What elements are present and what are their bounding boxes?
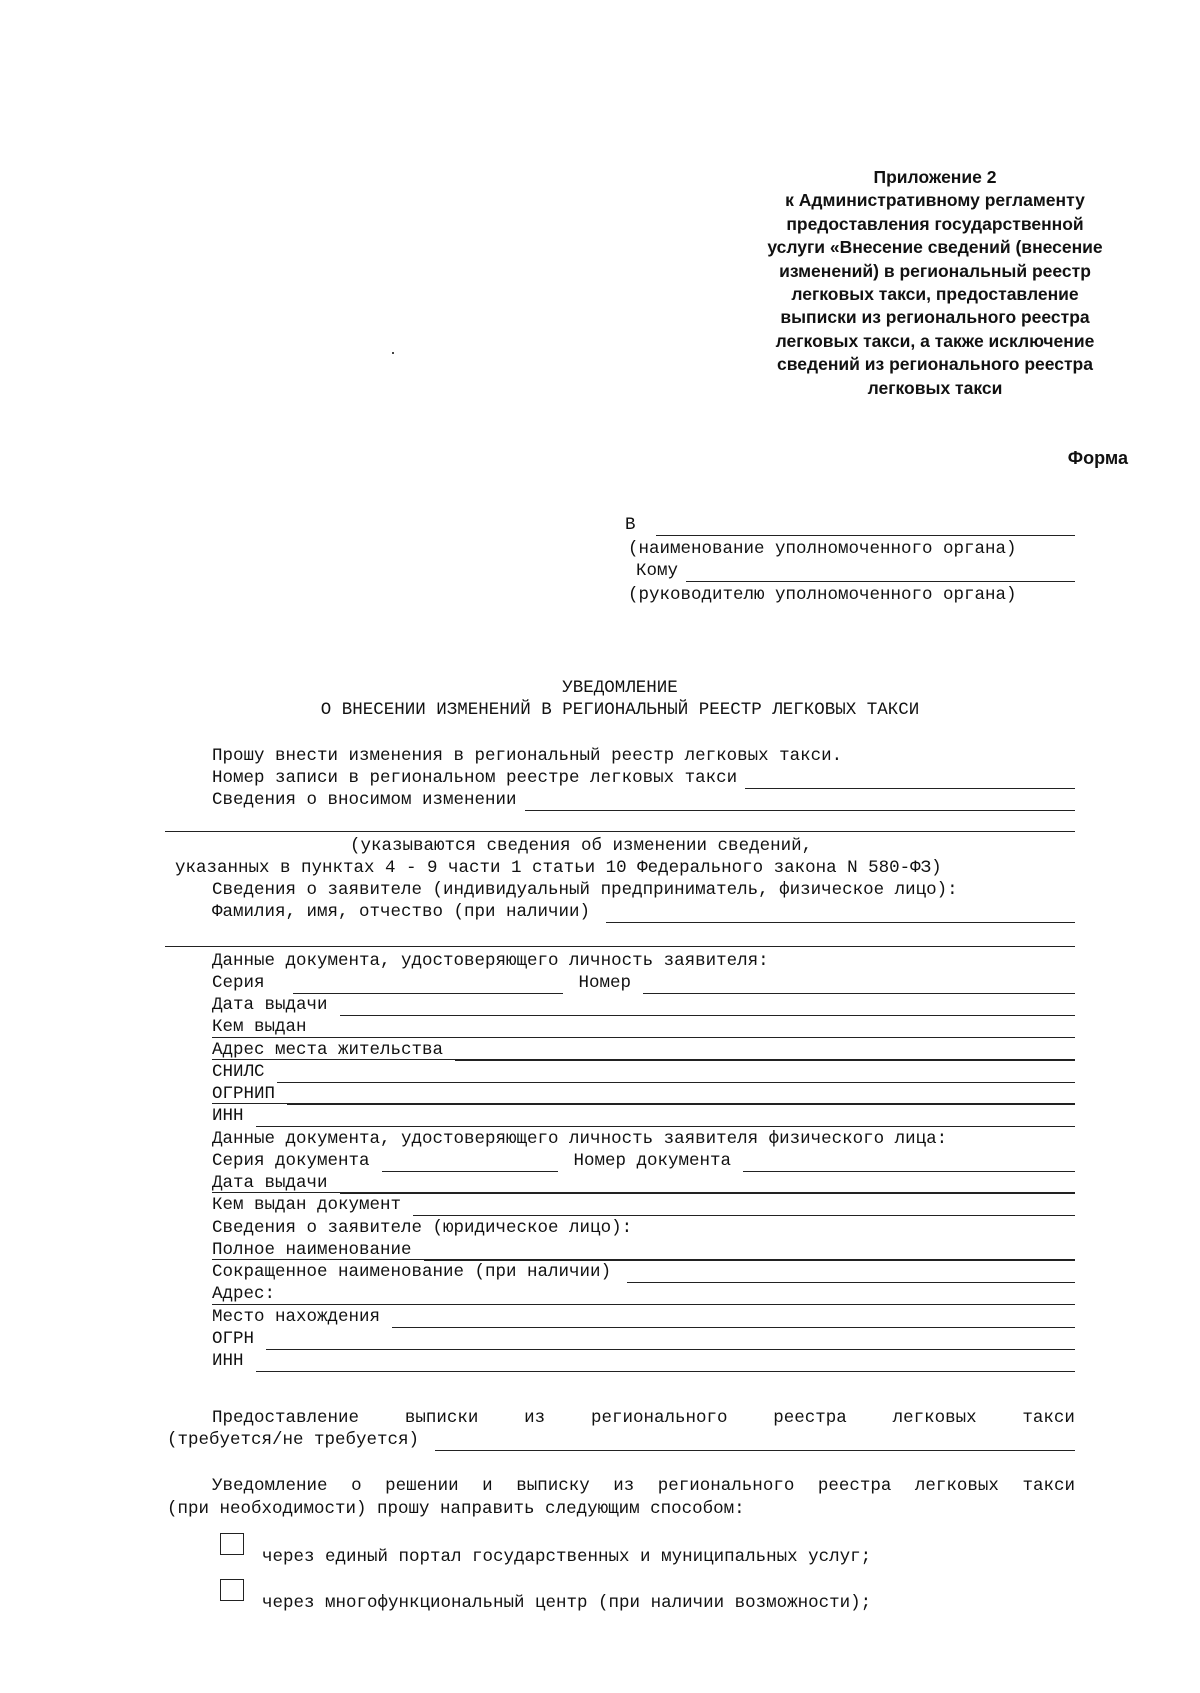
record-number-label: Номер записи в региональном реестре легковых такси bbox=[212, 768, 738, 788]
notify-line-1 bbox=[212, 1475, 1075, 1497]
change-info-field-continued[interactable] bbox=[165, 831, 1075, 832]
short-name-row bbox=[212, 1261, 1075, 1283]
inn-field[interactable] bbox=[256, 1111, 1075, 1127]
addressee-whom-caption: (руководителю уполномоченного органа) bbox=[628, 585, 1017, 605]
address-field[interactable] bbox=[291, 1289, 1075, 1305]
change-info-label: Сведения о вносимом изменении bbox=[212, 790, 517, 810]
location-field[interactable] bbox=[392, 1312, 1075, 1328]
request-text: Прошу внести изменения в региональный реестр легковых такси. bbox=[212, 746, 843, 766]
appendix-line: легковых такси bbox=[867, 377, 1003, 398]
extract-word: из bbox=[524, 1408, 546, 1428]
location-label: Место нахождения bbox=[212, 1307, 381, 1327]
address-label: Адрес: bbox=[212, 1284, 276, 1304]
snils-label: СНИЛС bbox=[212, 1062, 265, 1082]
issue-date-2-label: Дата выдачи bbox=[212, 1173, 328, 1193]
fio-label: Фамилия, имя, отчество (при наличии) bbox=[212, 902, 591, 922]
appendix-line: легковых такси, предоставление bbox=[791, 284, 1079, 305]
change-info-row bbox=[212, 789, 1075, 811]
scan-speck bbox=[392, 352, 394, 354]
extract-word: такси bbox=[1022, 1408, 1075, 1428]
notify-word: из bbox=[613, 1476, 635, 1496]
document-title: УВЕДОМЛЕНИЕ bbox=[562, 678, 678, 698]
ogrnip-label: ОГРНИП bbox=[212, 1084, 276, 1104]
inn-2-field[interactable] bbox=[256, 1356, 1075, 1372]
residence-label: Адрес места жительства bbox=[212, 1040, 444, 1060]
id-doc-fl-heading: Данные документа, удостоверяющего личность заявителя физического лица: bbox=[212, 1129, 948, 1149]
notify-word: регионального bbox=[657, 1476, 795, 1496]
short-name-field[interactable] bbox=[627, 1267, 1075, 1283]
number-field[interactable] bbox=[643, 978, 1075, 994]
notify-word: реестра bbox=[817, 1476, 892, 1496]
addressee-whom-field[interactable] bbox=[686, 566, 1075, 582]
extract-required-field[interactable] bbox=[435, 1435, 1075, 1451]
appendix-line: изменений) в региональный реестр bbox=[779, 260, 1091, 281]
doc-series-label: Серия документа bbox=[212, 1151, 370, 1171]
extract-word: легковых bbox=[892, 1408, 977, 1428]
notify-word: и bbox=[482, 1476, 493, 1496]
snils-row bbox=[212, 1061, 1075, 1083]
location-row bbox=[212, 1306, 1075, 1328]
issue-date-label: Дата выдачи bbox=[212, 995, 328, 1015]
notify-word: решении bbox=[385, 1476, 459, 1496]
inn-2-row bbox=[212, 1350, 1075, 1372]
change-info-field[interactable] bbox=[525, 795, 1075, 811]
applicant-ip-heading: Сведения о заявителе (индивидуальный предприниматель, физическое лицо): bbox=[212, 880, 958, 900]
extract-required-label: (требуется/не требуется) bbox=[167, 1430, 420, 1450]
series-number-row bbox=[212, 972, 1075, 994]
addressee-to-field[interactable] bbox=[656, 520, 1075, 536]
issue-date-field[interactable] bbox=[340, 1000, 1075, 1016]
addressee-whom-prefix: Кому bbox=[636, 561, 679, 581]
option-portal-label: через единый портал государственных и муниципальных услуг; bbox=[262, 1547, 872, 1567]
ogrnip-field-continued[interactable] bbox=[212, 1103, 1075, 1104]
address-field-continued[interactable] bbox=[212, 1304, 1075, 1305]
record-number-row bbox=[212, 767, 1075, 789]
fio-field[interactable] bbox=[606, 907, 1075, 923]
extract-word: Предоставление bbox=[212, 1408, 360, 1428]
doc-issued-by-field[interactable] bbox=[413, 1200, 1075, 1216]
issue-date-2-field-continued[interactable] bbox=[212, 1192, 1075, 1193]
full-name-row bbox=[212, 1239, 1075, 1261]
mfc-checkbox[interactable] bbox=[220, 1579, 244, 1601]
appendix-line: Приложение 2 bbox=[873, 167, 997, 187]
doc-issued-by-label: Кем выдан документ bbox=[212, 1195, 402, 1215]
fio-field-continued[interactable] bbox=[165, 946, 1075, 947]
record-number-field[interactable] bbox=[745, 773, 1075, 789]
addressee-to-row bbox=[625, 514, 1075, 536]
issue-date-2-row bbox=[212, 1172, 1075, 1194]
address-row bbox=[212, 1283, 1075, 1305]
appendix-header bbox=[740, 166, 1130, 400]
doc-series-number-row bbox=[212, 1150, 1075, 1172]
change-note-line-1: (указываются сведения об изменении сведений, bbox=[350, 836, 813, 856]
residence-row bbox=[212, 1039, 1075, 1061]
appendix-line: предоставления государственной bbox=[786, 213, 1084, 234]
ogrn-row bbox=[212, 1328, 1075, 1350]
inn-row bbox=[212, 1105, 1075, 1127]
appendix-line: к Административному регламенту bbox=[785, 190, 1085, 211]
appendix-line: выписки из регионального реестра bbox=[780, 307, 1090, 328]
notify-word: выписку bbox=[516, 1476, 590, 1496]
addressee-to-caption: (наименование уполномоченного органа) bbox=[628, 539, 1017, 559]
notify-line-2: (при необходимости) прошу направить следующим способом: bbox=[167, 1499, 745, 1519]
option-mfc-label: через многофункциональный центр (при наличии возможности); bbox=[262, 1593, 872, 1613]
appendix-line: легковых такси, а также исключение bbox=[775, 330, 1095, 351]
snils-field[interactable] bbox=[277, 1067, 1075, 1083]
issued-by-label: Кем выдан bbox=[212, 1017, 307, 1037]
addressee-to-prefix: В bbox=[625, 515, 636, 535]
applicant-ul-heading: Сведения о заявителе (юридическое лицо): bbox=[212, 1218, 633, 1238]
extract-required-row bbox=[167, 1429, 1075, 1451]
ogrn-field[interactable] bbox=[266, 1334, 1075, 1350]
id-doc-heading: Данные документа, удостоверяющего личность заявителя: bbox=[212, 951, 769, 971]
series-label: Серия bbox=[212, 973, 265, 993]
doc-number-label: Номер документа bbox=[573, 1151, 732, 1171]
notify-word: такси bbox=[1022, 1476, 1075, 1496]
ogrnip-row bbox=[212, 1083, 1075, 1105]
issued-by-field-continued[interactable] bbox=[212, 1037, 1075, 1038]
doc-series-field[interactable] bbox=[382, 1156, 558, 1172]
form-label: Форма bbox=[1067, 448, 1128, 468]
portal-checkbox[interactable] bbox=[220, 1533, 244, 1555]
full-name-label: Полное наименование bbox=[212, 1240, 412, 1260]
addressee-whom-row bbox=[636, 560, 1075, 582]
extract-word: выписки bbox=[404, 1408, 479, 1428]
fio-row bbox=[212, 901, 1075, 923]
extract-word: регионального bbox=[590, 1408, 728, 1428]
inn-2-label: ИНН bbox=[212, 1351, 244, 1371]
document-subtitle: О ВНЕСЕНИИ ИЗМЕНЕНИЙ В РЕГИОНАЛЬНЫЙ РЕЕСТР ЛЕГКОВЫХ ТАКСИ bbox=[320, 700, 920, 720]
short-name-label: Сокращенное наименование (при наличии) bbox=[212, 1262, 612, 1282]
extract-request-line bbox=[212, 1407, 1075, 1429]
appendix-line: услуги «Внесение сведений (внесение bbox=[767, 237, 1103, 258]
residence-field-continued[interactable] bbox=[212, 1059, 1075, 1060]
full-name-field-continued[interactable] bbox=[212, 1259, 1075, 1260]
notify-word: Уведомление bbox=[212, 1476, 328, 1496]
ogrn-label: ОГРН bbox=[212, 1329, 255, 1349]
issued-by-field[interactable] bbox=[319, 1022, 1075, 1038]
issue-date-row bbox=[212, 994, 1075, 1016]
notify-word: о bbox=[351, 1476, 362, 1496]
change-note-line-2: указанных в пунктах 4 - 9 части 1 статьи 10 Федерального закона N 580-ФЗ) bbox=[175, 858, 942, 878]
doc-issued-by-row bbox=[212, 1194, 1075, 1216]
appendix-line: сведений из регионального реестра bbox=[777, 354, 1093, 375]
inn-label: ИНН bbox=[212, 1106, 244, 1126]
number-label: Номер bbox=[578, 973, 632, 993]
series-field[interactable] bbox=[293, 978, 563, 994]
issued-by-row bbox=[212, 1016, 1075, 1038]
extract-word: реестра bbox=[773, 1408, 847, 1428]
doc-number-field[interactable] bbox=[743, 1156, 1075, 1172]
notify-word: легковых bbox=[914, 1476, 999, 1496]
